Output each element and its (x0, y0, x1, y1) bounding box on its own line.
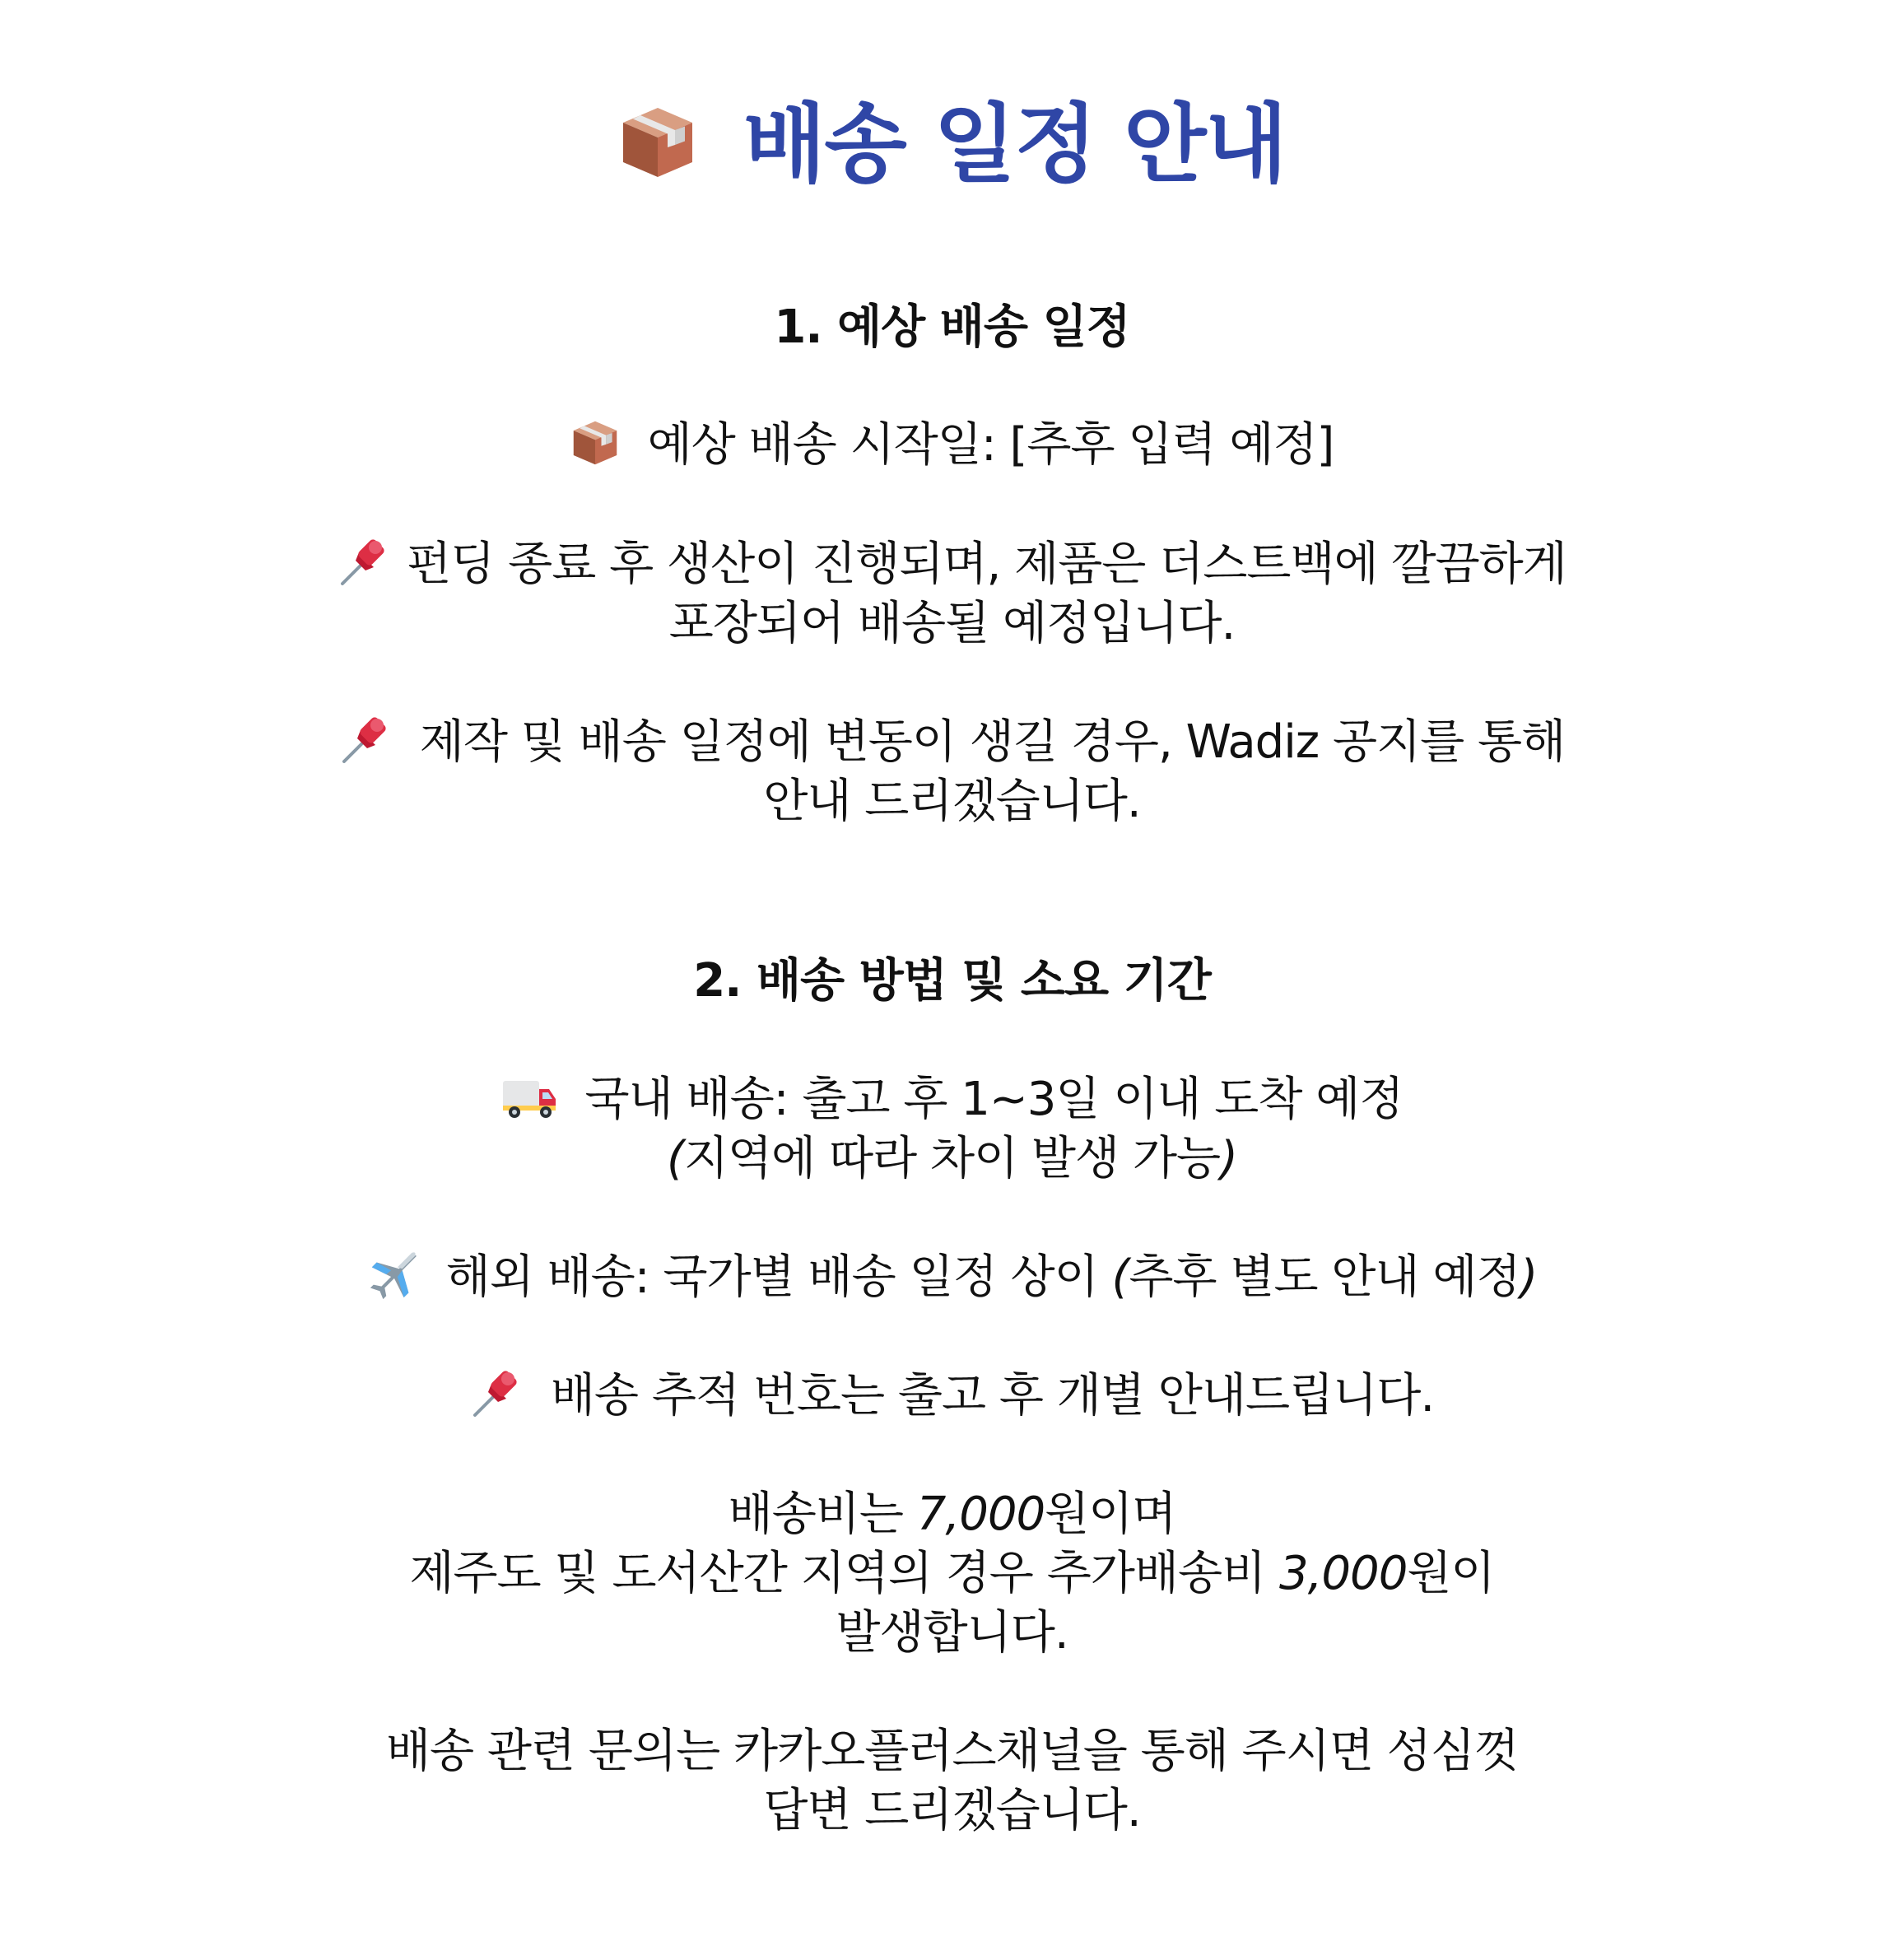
domestic-paren-open: ( (667, 1132, 684, 1185)
fee-amount: 7,000 (916, 1488, 1045, 1541)
note1-line1 (0, 535, 1904, 594)
fee-line3: 발생합니다. (836, 1606, 1068, 1660)
fee-text-b: 원이며 (1045, 1488, 1176, 1541)
pushpin-icon (470, 1367, 523, 1420)
airplane-icon (367, 1250, 418, 1301)
package-icon (618, 103, 697, 182)
section1-heading: 1. 예상 배송 일정 (774, 300, 1130, 354)
extra-fee-text-b: 원이 (1407, 1547, 1495, 1600)
overseas-text: 해외 배송: 국가별 배송 일정 상이 (445, 1250, 1112, 1304)
note2-line2: 안내 드리겠습니다. (763, 775, 1141, 828)
tracking-text: 배송 추적 번호는 출고 후 개별 안내드립니다. (550, 1369, 1435, 1423)
tracking-line (0, 1367, 1904, 1426)
domestic-note: 지역에 따라 차이 발생 가능 (683, 1132, 1221, 1185)
contact-line1: 배송 관련 문의는 카카오플러스채널을 통해 주시면 성심껏 (385, 1725, 1519, 1778)
section2-heading: 2. 배송 방법 및 소요 기간 (693, 954, 1211, 1008)
start-date-text: 예상 배송 시작일: [추후 입력 예정] (647, 418, 1334, 472)
overseas-paren-text: 추후 별도 안내 예정 (1129, 1250, 1520, 1304)
pushpin-icon (339, 714, 392, 766)
overseas-paren-open: ( (1111, 1250, 1129, 1304)
delivery-truck-icon (501, 1073, 557, 1122)
fee-line2 (0, 1544, 1904, 1604)
overseas-line (0, 1248, 1904, 1307)
domestic-paren-close: ) (1220, 1132, 1237, 1185)
contact-line2: 답변 드리겠습니다. (763, 1784, 1141, 1837)
start-date-line (0, 416, 1904, 475)
fee-text-a: 배송비는 (728, 1488, 917, 1541)
extra-fee-amount: 3,000 (1279, 1547, 1408, 1600)
page-title-text: 배송 일정 안내 (743, 94, 1287, 194)
package-icon (570, 418, 620, 468)
note1-line2: 포장되어 배송될 예정입니다. (668, 597, 1236, 650)
domestic-line1 (0, 1070, 1904, 1129)
fee-line1 (0, 1485, 1904, 1544)
note2-text-1: 제작 및 배송 일정에 변동이 생길 경우, Wadiz 공지를 통해 (419, 715, 1566, 769)
domestic-text: 국내 배송: 출고 후 1~3일 이내 도착 예정 (584, 1073, 1404, 1126)
extra-fee-text-a: 제주도 및 도서산간 지역의 경우 추가배송비 (409, 1547, 1279, 1600)
note2-line1 (0, 713, 1904, 772)
domestic-line2 (0, 1129, 1904, 1189)
page-title (0, 91, 1904, 198)
overseas-paren-close: ) (1520, 1250, 1538, 1304)
note1-text-1: 펀딩 종료 후 생산이 진행되며, 제품은 더스트백에 깔끔하게 (407, 538, 1566, 591)
pushpin-icon (338, 536, 390, 589)
